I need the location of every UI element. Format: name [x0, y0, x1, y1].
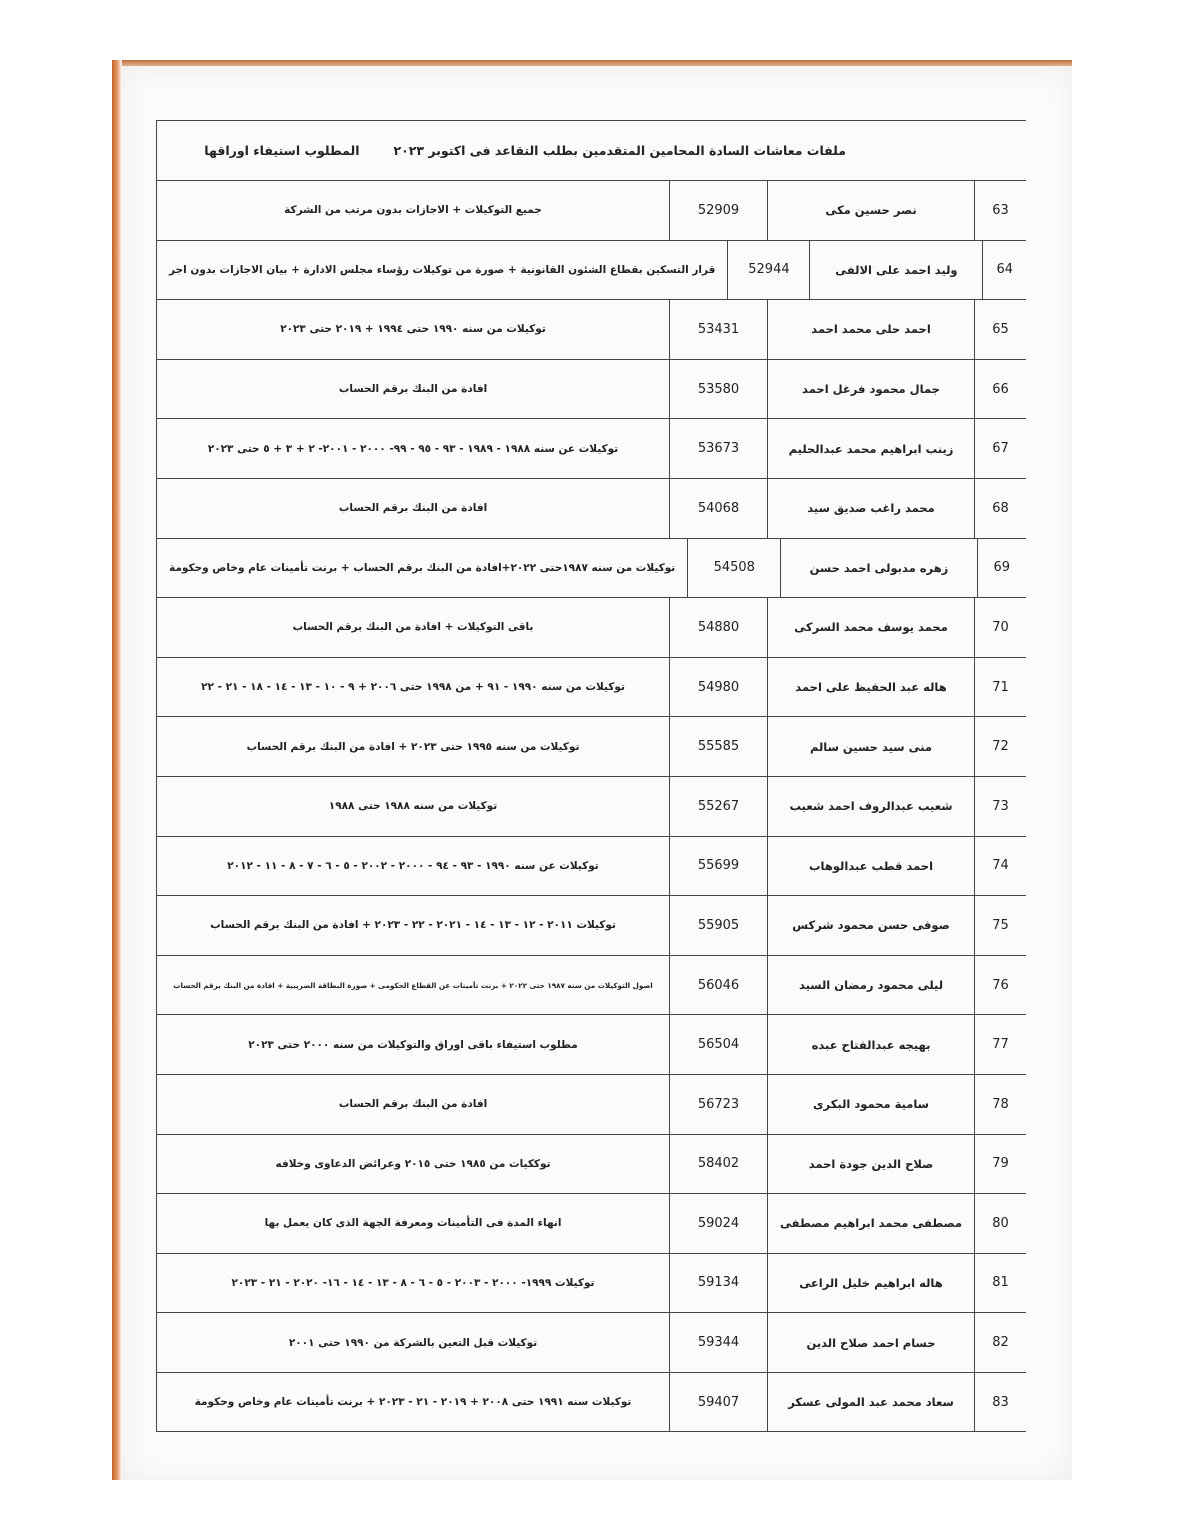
lawyer-name: جمال محمود فرغل احمد: [767, 360, 974, 419]
row-number: 63: [974, 181, 1026, 240]
required-documents: توكيلات من سنه ١٩٩٠ - ٩١ + من ١٩٩٨ حتى ٢٠٠٦ + ٩ - ١٠ - ١٣ - ١٤ - ١٨ - ٢١ - ٢٢: [201, 681, 625, 694]
file-number: 55905: [669, 896, 767, 955]
file-number: 52944: [727, 241, 809, 300]
table-row: [157, 896, 1026, 956]
required-documents: توكيلات من سنه ١٩٩٥ حتى ٢٠٢٣ + افادة من البنك برقم الحساب: [246, 740, 580, 753]
required-documents: توكيلات ١٩٩٩- ٢٠٠٠ - ٢٠٠٣ - ٥ - ٦ - ٨ - ١٣ - ١٤ - ١٦- ٢٠٢٠ - ٢١ - ٢٠٢٣: [231, 1276, 595, 1289]
lawyer-name: هاله عبد الحفيظ على احمد: [767, 658, 974, 717]
table-row: [157, 300, 1026, 360]
file-number: 59024: [669, 1194, 767, 1253]
file-number: 54068: [669, 479, 767, 538]
lawyer-name: احمد حلى محمد احمد: [767, 300, 974, 359]
lawyer-name: حسام احمد صلاح الدين: [767, 1313, 974, 1372]
row-number: 70: [974, 598, 1026, 657]
lawyer-name: احمد قطب عبدالوهاب: [767, 837, 974, 896]
table-row: [157, 1075, 1026, 1135]
required-documents: انهاء المدة فى التأمينات ومعرفة الجهة الذى كان يعمل بها: [264, 1217, 562, 1230]
file-number: 53580: [669, 360, 767, 419]
required-documents: توكيلات من سنه ١٩٨٨ حتى ١٩٨٨: [328, 800, 498, 813]
row-number: 82: [974, 1313, 1026, 1372]
lawyer-name: منى سيد حسين سالم: [767, 717, 974, 776]
file-number: 54508: [687, 539, 780, 598]
row-number: 69: [977, 539, 1026, 598]
file-number: 56504: [669, 1015, 767, 1074]
table-row: [157, 598, 1026, 658]
table-row: [157, 777, 1026, 837]
table-row: [157, 1135, 1026, 1195]
lawyer-name: محمد راغب صديق سيد: [767, 479, 974, 538]
required-documents: توكيلات سنه ١٩٩١ حتى ٢٠٠٨ + ٢٠١٩ - ٢١ - ٢٠٢٣ + برنت تأمينات عام وخاص وحكومة: [194, 1396, 632, 1409]
lawyer-name: صوفى حسن محمود شركس: [767, 896, 974, 955]
table-row: [157, 360, 1026, 420]
lawyer-name: صلاح الدين جودة احمد: [767, 1135, 974, 1194]
required-documents: توككيات من ١٩٨٥ حتى ٢٠١٥ وعرائض الدعاوى وخلافه: [275, 1157, 551, 1170]
paper-edge-left: [112, 60, 122, 1480]
file-number: 56723: [669, 1075, 767, 1134]
table-row: [157, 1015, 1026, 1075]
required-documents: توكيلات ٢٠١١ - ١٢ - ١٣ - ١٤ - ٢٠٢١ - ٢٢ - ٢٠٢٣ + افادة من البنك برقم الحساب: [210, 919, 616, 932]
row-number: 79: [974, 1135, 1026, 1194]
file-number: 59134: [669, 1254, 767, 1313]
table-row: [157, 956, 1026, 1016]
table-row: [157, 419, 1026, 479]
row-number: 76: [974, 956, 1026, 1015]
lawyer-name: سعاد محمد عبد المولى عسكر: [767, 1373, 974, 1432]
row-number: 67: [974, 419, 1026, 478]
table-row: [157, 181, 1026, 241]
row-number: 72: [974, 717, 1026, 776]
required-documents: مطلوب استيفاء باقى اوراق والتوكيلات من سنه ٢٠٠٠ حتى ٢٠٢٣: [248, 1038, 578, 1051]
required-documents: قرار التسكين بقطاع الشئون القانونية + صورة من توكيلات رؤساء مجلس الادارة + بيان الاجازات بدون اجر: [169, 263, 716, 276]
title-main: ملفات معاشات السادة المحامين المتقدمين بطلب التقاعد فى اكتوبر ٢٠٢٣: [393, 143, 846, 158]
required-documents: افادة من البنك برقم الحساب: [338, 1098, 488, 1111]
table-row: [157, 479, 1026, 539]
table-row: [157, 1313, 1026, 1373]
required-documents: توكيلات عن سنه ١٩٨٨ - ١٩٨٩ - ٩٣ - ٩٥ - ٩٩- ٢٠٠٠ - ٢٠٠١- ٢ + ٣ + ٥ حتى ٢٠٢٣: [207, 442, 619, 455]
file-number: 59344: [669, 1313, 767, 1372]
lawyer-name: مصطفى محمد ابراهيم مصطفى: [767, 1194, 974, 1253]
file-number: 56046: [669, 956, 767, 1015]
file-number: 59407: [669, 1373, 767, 1432]
table-row: [157, 658, 1026, 718]
file-number: 58402: [669, 1135, 767, 1194]
required-documents: افادة من البنك برقم الحساب: [338, 383, 488, 396]
file-number: 53673: [669, 419, 767, 478]
table-row: [157, 717, 1026, 777]
required-documents: توكيلات قبل التعين بالشركة من ١٩٩٠ حتى ٢٠٠١: [288, 1336, 538, 1349]
row-number: 64: [982, 241, 1026, 300]
table-row: [157, 539, 1026, 599]
lawyer-name: زهره مدبولى احمد حسن: [780, 539, 976, 598]
row-number: 80: [974, 1194, 1026, 1253]
required-documents: باقى التوكيلات + افادة من البنك برقم الحساب: [292, 621, 534, 634]
table-row: [157, 1373, 1026, 1433]
row-number: 75: [974, 896, 1026, 955]
row-number: 81: [974, 1254, 1026, 1313]
file-number: 55699: [669, 837, 767, 896]
file-number: 54880: [669, 598, 767, 657]
row-number: 71: [974, 658, 1026, 717]
file-number: 52909: [669, 181, 767, 240]
table-row: [157, 241, 1026, 301]
required-documents: توكيلات من سنه ١٩٨٧حتى ٢٠٢٢+افادة من البنك برقم الحساب + برنت تأمينات عام وخاص وحكومة: [169, 561, 676, 574]
required-documents: توكيلات من سنه ١٩٩٠ حتى ١٩٩٤ + ٢٠١٩ حتى ٢٠٢٣: [280, 323, 546, 336]
required-documents: اصول التوكيلات من سنه ١٩٨٧ حتى ٢٠٢٢ + برنت تأمينات عن القطاع الحكومى + صورة البطاقة الضريبية + افادة من البنك برقم الحساب: [173, 980, 653, 990]
file-number: 55585: [669, 717, 767, 776]
row-number: 73: [974, 777, 1026, 836]
title-sub: المطلوب استيفاء اوراقها: [204, 143, 360, 158]
file-number: 55267: [669, 777, 767, 836]
lawyer-name: محمد يوسف محمد السركى: [767, 598, 974, 657]
required-documents: توكيلات عن سنه ١٩٩٠ - ٩٣ - ٩٤ - ٢٠٠٠ - ٢٠٠٢ - ٥ - ٦ - ٧ - ٨ - ١١ - ٢٠١٢: [227, 859, 599, 872]
lawyer-name: ليلى محمود رمضان السيد: [767, 956, 974, 1015]
row-number: 83: [974, 1373, 1026, 1432]
pension-files-table: [156, 120, 1026, 1432]
row-number: 68: [974, 479, 1026, 538]
file-number: 53431: [669, 300, 767, 359]
lawyer-name: نصر حسين مكى: [767, 181, 974, 240]
file-number: 54980: [669, 658, 767, 717]
row-number: 77: [974, 1015, 1026, 1074]
lawyer-name: سامية محمود البكرى: [767, 1075, 974, 1134]
row-number: 66: [974, 360, 1026, 419]
table-title: [157, 121, 1026, 181]
lawyer-name: شعيب عبدالروف احمد شعيب: [767, 777, 974, 836]
lawyer-name: هاله ابراهيم خليل الراعى: [767, 1254, 974, 1313]
required-documents: افادة من البنك برقم الحساب: [338, 502, 488, 515]
required-documents: جميع التوكيلات + الاجازات بدون مرتب من الشركة: [284, 204, 542, 217]
lawyer-name: بهيجه عبدالفتاح عبده: [767, 1015, 974, 1074]
row-number: 65: [974, 300, 1026, 359]
lawyer-name: وليد احمد على الالفى: [809, 241, 982, 300]
table-row: [157, 837, 1026, 897]
row-number: 74: [974, 837, 1026, 896]
table-row: [157, 1254, 1026, 1314]
table-row: [157, 1194, 1026, 1254]
row-number: 78: [974, 1075, 1026, 1134]
lawyer-name: زينب ابراهيم محمد عبدالحليم: [767, 419, 974, 478]
